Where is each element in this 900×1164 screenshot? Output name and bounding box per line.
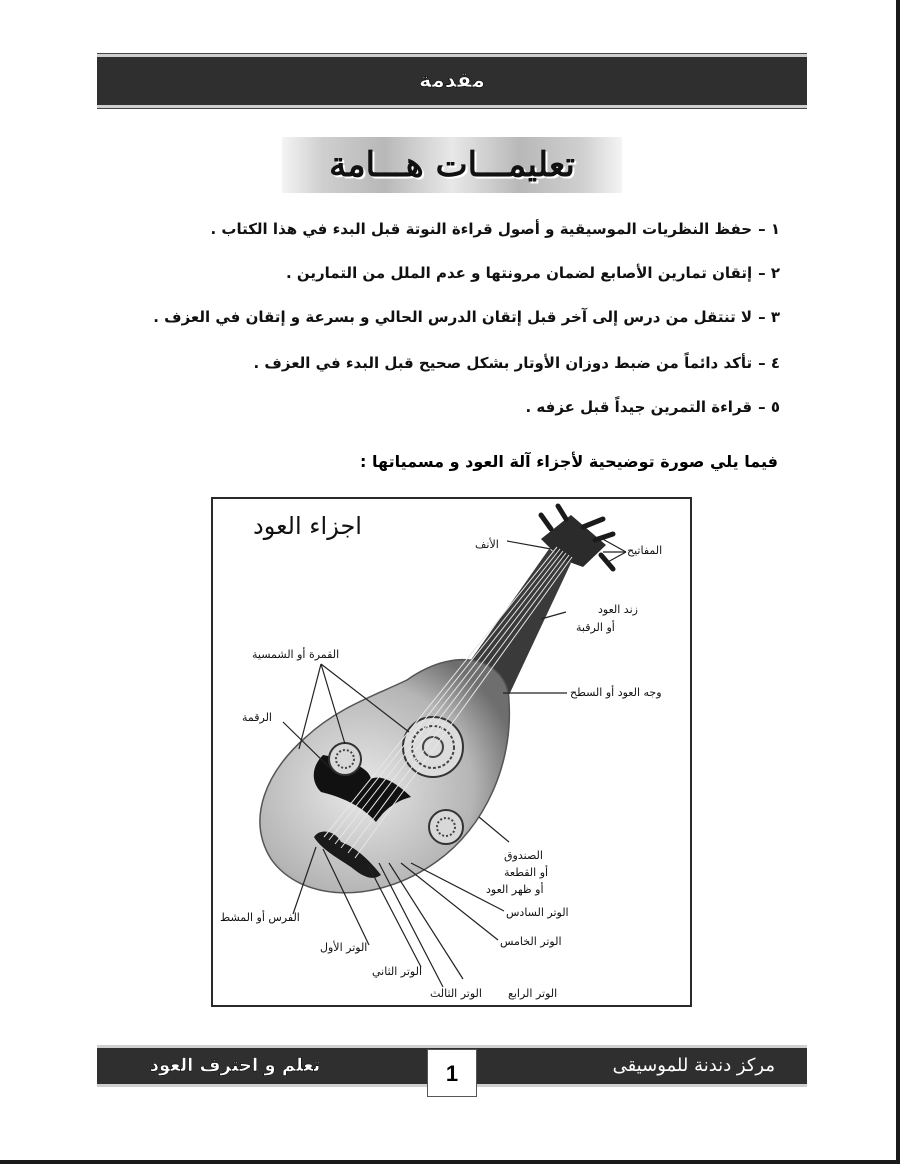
instruction-text: إتقان تمارين الأصابع لضمان مرونتها و عدم الملل من التمارين .	[285, 264, 753, 282]
oud-small-rosette-right	[429, 810, 463, 844]
label-string-6: الوتر السادس	[506, 906, 569, 919]
instruction-item	[153, 308, 780, 326]
label-nose: الأنف	[475, 538, 499, 551]
label-bridge: الفرس أو المشط	[220, 911, 300, 924]
label-string-3: الوتر الثالث	[430, 987, 482, 1000]
label-body-line1: الصندوق	[504, 849, 543, 862]
instruction-number: ١ –	[758, 220, 780, 238]
instruction-number: ٤ –	[758, 354, 780, 372]
instruction-item	[286, 264, 780, 282]
instruction-number: ٥ –	[758, 398, 780, 416]
instruction-text: لا تنتقل من درس إلى آخر قبل إتقان الدرس الحالي و بسرعة و إتقان في العزف .	[153, 308, 753, 326]
page-edge-right	[896, 0, 900, 1164]
page-number: 1	[427, 1049, 477, 1097]
label-body-line3: أو ظهر العود	[486, 883, 544, 896]
instruction-text: تأكد دائماً من ضبط دوزان الأوتار بشكل صحيح قبل البدء في العزف .	[253, 354, 753, 372]
label-face: وجه العود أو السطح	[570, 686, 662, 699]
instruction-number: ٢ –	[758, 264, 780, 282]
footer-book-title: تعلم و احترف العود	[149, 1055, 321, 1076]
label-string-5: الوتر الخامس	[500, 935, 562, 948]
label-body-line2: أو القطعة	[504, 866, 549, 879]
instruction-text: حفظ النظريات الموسيقية و أصول قراءة النوتة قبل البدء في هذا الكتاب .	[210, 220, 753, 238]
footer-center-name: مركز دندنة للموسيقى	[612, 1055, 775, 1076]
label-rosette: القمرة أو الشمسية	[252, 648, 340, 661]
instruction-item	[210, 220, 780, 238]
label-pegs: المفاتيح	[627, 544, 663, 557]
oud-small-rosette-left	[329, 743, 361, 775]
oud-illustration	[211, 497, 692, 1007]
banner-title: تعليمـــات هـــامة	[329, 145, 575, 185]
instruction-text: قراءة التمرين جيداً قبل عزفه .	[525, 398, 753, 416]
instruction-item	[525, 398, 780, 416]
header-title: مقدمة	[419, 68, 485, 92]
instruction-number: ٣ –	[758, 308, 780, 326]
instruction-item	[254, 354, 780, 372]
oud-body	[260, 660, 509, 893]
label-pickguard: الرقمة	[242, 711, 272, 724]
diagram-intro-text: فيما يلي صورة توضيحية لأجزاء آلة العود و مسمياتها :	[360, 452, 778, 471]
label-string-1: الوتر الأول	[320, 941, 368, 954]
label-string-2: الوتر الثاني	[372, 965, 423, 978]
label-neck-line2: أو الرقبة	[576, 621, 615, 634]
diagram-title: اجزاء العود	[253, 512, 362, 540]
label-neck-line1: زند العود	[598, 603, 638, 616]
oud-large-rosette	[403, 717, 463, 777]
page-edge-bottom	[0, 1160, 900, 1164]
label-string-4: الوتر الرابع	[508, 987, 558, 1000]
